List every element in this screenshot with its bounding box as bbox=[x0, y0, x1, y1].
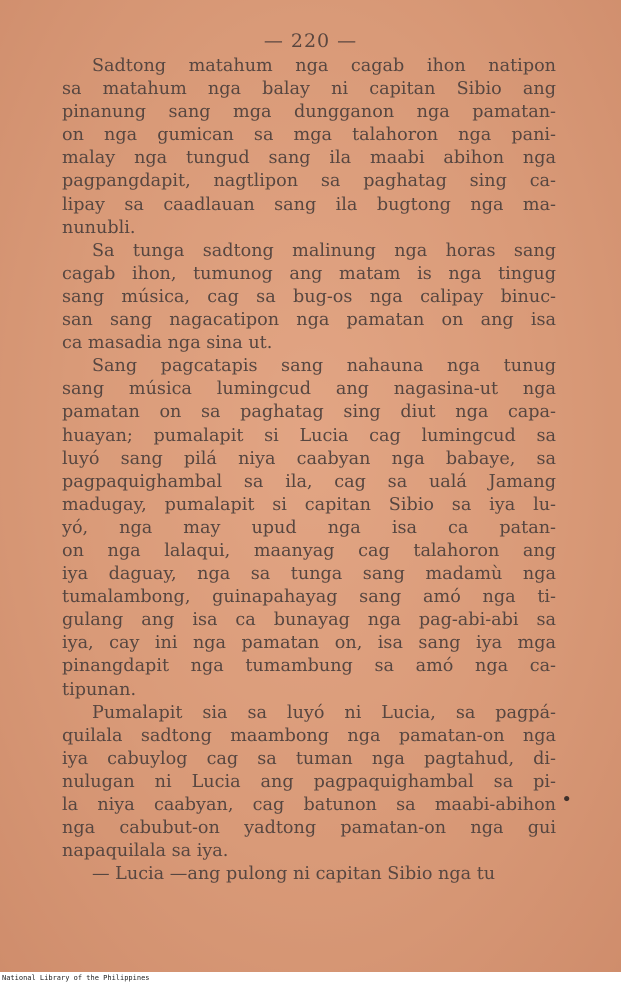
text-line: gulang ang isa ca bunayag nga pag-abi-abi sa bbox=[62, 610, 556, 631]
text-line: sang música lumingcud ang nagasina-ut nga bbox=[62, 379, 556, 400]
text-line: Sang pagcatapis sang nahauna nga tunug bbox=[92, 356, 556, 377]
text-line: sa matahum nga balay ni capitan Sibio ang bbox=[62, 79, 556, 100]
text-line: cagab ihon, tumunog ang matam is nga tingug bbox=[62, 263, 556, 284]
text-line: nga cabubut-on yadtong pamatan-on nga gui bbox=[62, 818, 556, 839]
text-line: napaquilala sa iya. bbox=[62, 841, 229, 862]
text-line: pamatan on sa paghatag sing diut nga capa- bbox=[62, 402, 556, 423]
text-line: Sa tunga sadtong malinung nga horas sang bbox=[92, 240, 556, 261]
text-line: huayan; pumalapit si Lucia cag lumingcud sa bbox=[62, 425, 556, 446]
margin-mark: • bbox=[561, 789, 572, 810]
text-line: pinanung sang mga dungganon nga pamatan- bbox=[62, 102, 556, 123]
paragraph bbox=[62, 355, 556, 701]
page-number: — 220 — bbox=[263, 30, 358, 52]
library-credit: National Library of the Philippines bbox=[2, 974, 150, 982]
text-line: luyó sang pilá niya caabyan nga babaye, sa bbox=[62, 448, 556, 469]
text-line: Sadtong matahum nga cagab ihon natipon bbox=[92, 56, 556, 76]
text-line: lipay sa caadlauan sang ila bugtong nga ma- bbox=[62, 194, 556, 215]
paragraph bbox=[62, 55, 556, 240]
text-line: madugay, pumalapit si capitan Sibio sa iya lu- bbox=[62, 494, 556, 515]
text-line: la niya caabyan, cag batunon sa maabi-abihon bbox=[62, 795, 556, 815]
text-line: ca masadia nga sina ut. bbox=[62, 333, 273, 354]
paragraph bbox=[62, 702, 556, 864]
text-line: pagpaquighambal sa ila, cag sa ualá Jamang bbox=[62, 471, 556, 492]
text-line: tumalambong, guinapahayag sang amó nga ti- bbox=[62, 587, 556, 608]
text-line: iya, cay ini nga pamatan on, isa sang iya mga bbox=[62, 633, 556, 654]
text-line: on nga gumican sa mga talahoron nga pani- bbox=[62, 125, 556, 146]
text-line: on nga lalaqui, maanyag cag talahoron ang bbox=[62, 540, 556, 561]
text-line: tipunan. bbox=[62, 679, 137, 700]
text-line: quilala sadtong maambong nga pamatan-on nga bbox=[62, 725, 556, 746]
paragraph bbox=[62, 240, 556, 355]
text-line: malay nga tungud sang ila maabi abihon nga bbox=[62, 148, 556, 169]
text-line: nunubli. bbox=[62, 217, 136, 238]
text-line: yó, nga may upud nga isa ca patan- bbox=[62, 517, 556, 538]
text-line: pagpangdapit, nagtlipon sa paghatag sing ca- bbox=[62, 171, 556, 192]
text-line: iya daguay, nga sa tunga sang madamù nga bbox=[62, 564, 556, 585]
text-line: pinangdapit nga tumambung sa amó nga ca- bbox=[62, 656, 556, 677]
text-line: san sang nagacatipon nga pamatan on ang isa bbox=[62, 310, 556, 331]
text-line: sang música, cag sa bug-os nga calipay binuc- bbox=[62, 286, 556, 307]
text-line: nulugan ni Lucia ang pagpaquighambal sa pi- bbox=[62, 771, 556, 792]
text-line: iya cabuylog cag sa tuman nga pagtahud, di- bbox=[62, 748, 556, 769]
text-line: — Lucia —ang pulong ni capitan Sibio nga tu bbox=[92, 864, 496, 885]
body-text bbox=[62, 55, 556, 886]
text-line: Pumalapit sia sa luyó ni Lucia, sa pagpá- bbox=[92, 702, 556, 723]
paragraph bbox=[62, 863, 556, 886]
